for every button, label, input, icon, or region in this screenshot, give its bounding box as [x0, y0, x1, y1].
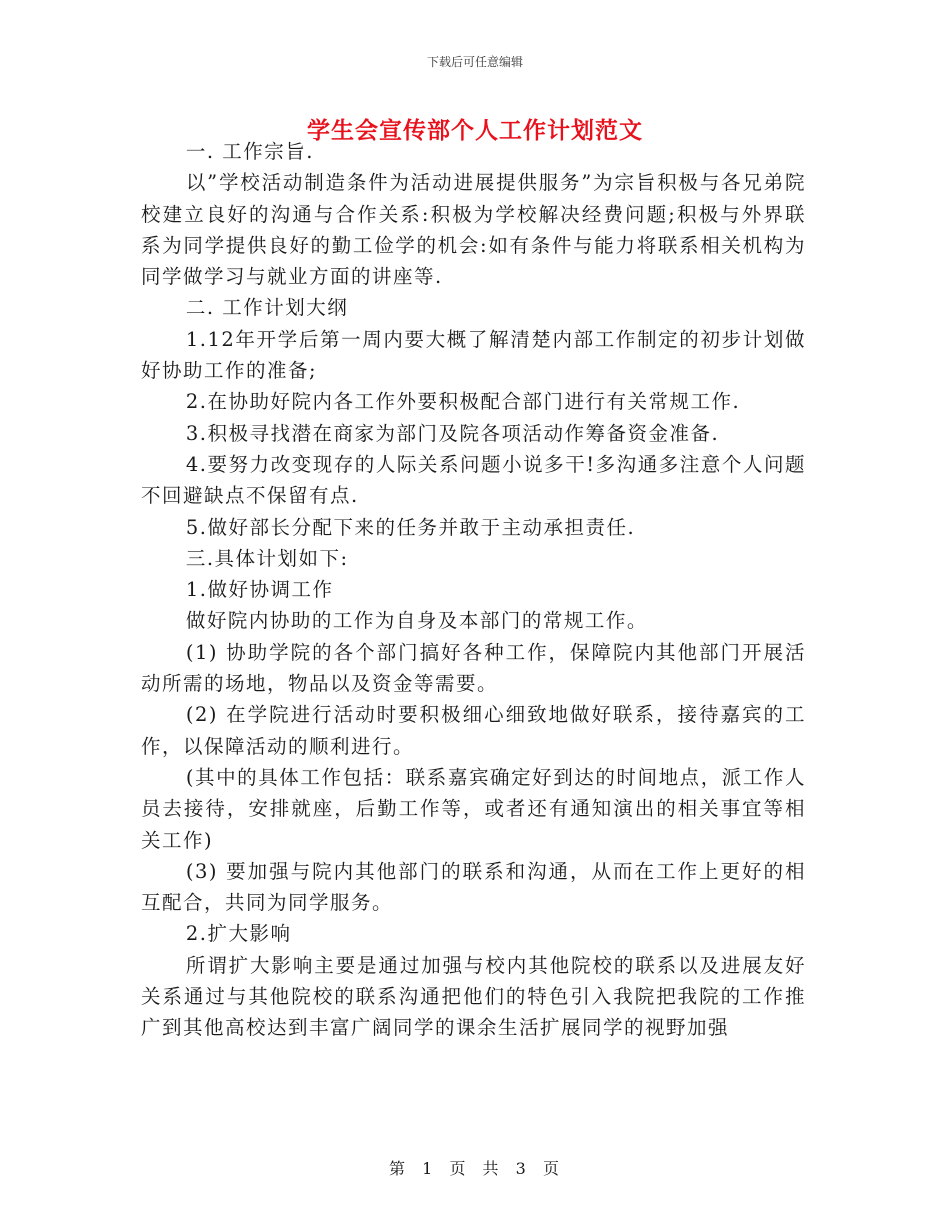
section-heading-plan: 三.具体计划如下:	[185, 546, 349, 570]
document-body	[141, 136, 806, 1044]
footer-word-gong: 共	[482, 1159, 501, 1178]
outline-item-2: 2.在协助好院内各工作外要积极配合部门进行有关常规工作.	[185, 390, 741, 414]
outline-item-5: 5.做好部长分配下来的任务并敢于主动承担责任.	[185, 515, 636, 539]
paragraph-purpose: 以”学校活动制造条件为活动进展提供服务”为宗旨积极与各兄弟院校建立良好的沟通与合作关系:积极为学校解决经费问题;积极与外界联系为同学提供良好的勤工俭学的机会:如有条件与能力将联系相关机构为同学做学习与就业方面的讲座等.	[141, 171, 806, 289]
footer-word-di: 第	[389, 1159, 408, 1178]
footer-page-number: 1	[422, 1159, 435, 1178]
paragraph-coordination: 做好院内协助的工作为自身及本部门的常规工作。	[185, 609, 648, 633]
paragraph-influence: 所谓扩大影响主要是通过加强与校内其他院校的联系以及进展友好关系通过与其他院校的联系沟通把他们的特色引入我院把我院的工作推广到其他高校达到丰富广阔同学的课余生活扩展同学的视野加强	[141, 953, 806, 1040]
coordination-item-2: (2) 在学院进行活动时要积极细心细致地做好联系，接待嘉宾的工作，以保障活动的顺利进行。	[141, 703, 806, 758]
header-note: 下载后可任意编辑	[426, 55, 523, 69]
plan-subheading-influence: 2.扩大影响	[185, 922, 292, 946]
section-heading-outline: 二. 工作计划大纲	[185, 296, 349, 320]
footer-word-ye-2: 页	[542, 1159, 561, 1178]
section-heading-purpose: 一. 工作宗旨.	[185, 140, 314, 163]
coordination-item-1: (1) 协助学院的各个部门搞好各种工作，保障院内其他部门开展活动所需的场地，物品以及资金等需要。	[141, 640, 806, 696]
footer-total-pages: 3	[515, 1159, 528, 1178]
page-footer	[0, 1156, 950, 1179]
outline-item-1: 1.12年开学后第一周内要大概了解清楚内部工作制定的初步计划做好协助工作的准备;	[141, 327, 806, 383]
footer-word-ye: 页	[449, 1159, 468, 1178]
plan-subheading-coordination: 1.做好协调工作	[185, 578, 334, 602]
outline-item-3: 3.积极寻找潜在商家为部门及院各项活动作筹备资金准备.	[185, 421, 720, 445]
coordination-item-2-detail: (其中的具体工作包括：联系嘉宾确定好到达的时间地点，派工作人员去接待，安排就座，后勤工作等，或者还有通知演出的相关事宜等相关工作)	[141, 765, 806, 852]
outline-item-4: 4.要努力改变现存的人际关系问题小说多干!多沟通多注意个人问题不回避缺点不保留有点.	[141, 452, 806, 508]
coordination-item-3: (3) 要加强与院内其他部门的联系和沟通，从而在工作上更好的相互配合，共同为同学服务。	[141, 859, 806, 915]
document-title: 学生会宣传部个人工作计划范文	[307, 118, 643, 144]
